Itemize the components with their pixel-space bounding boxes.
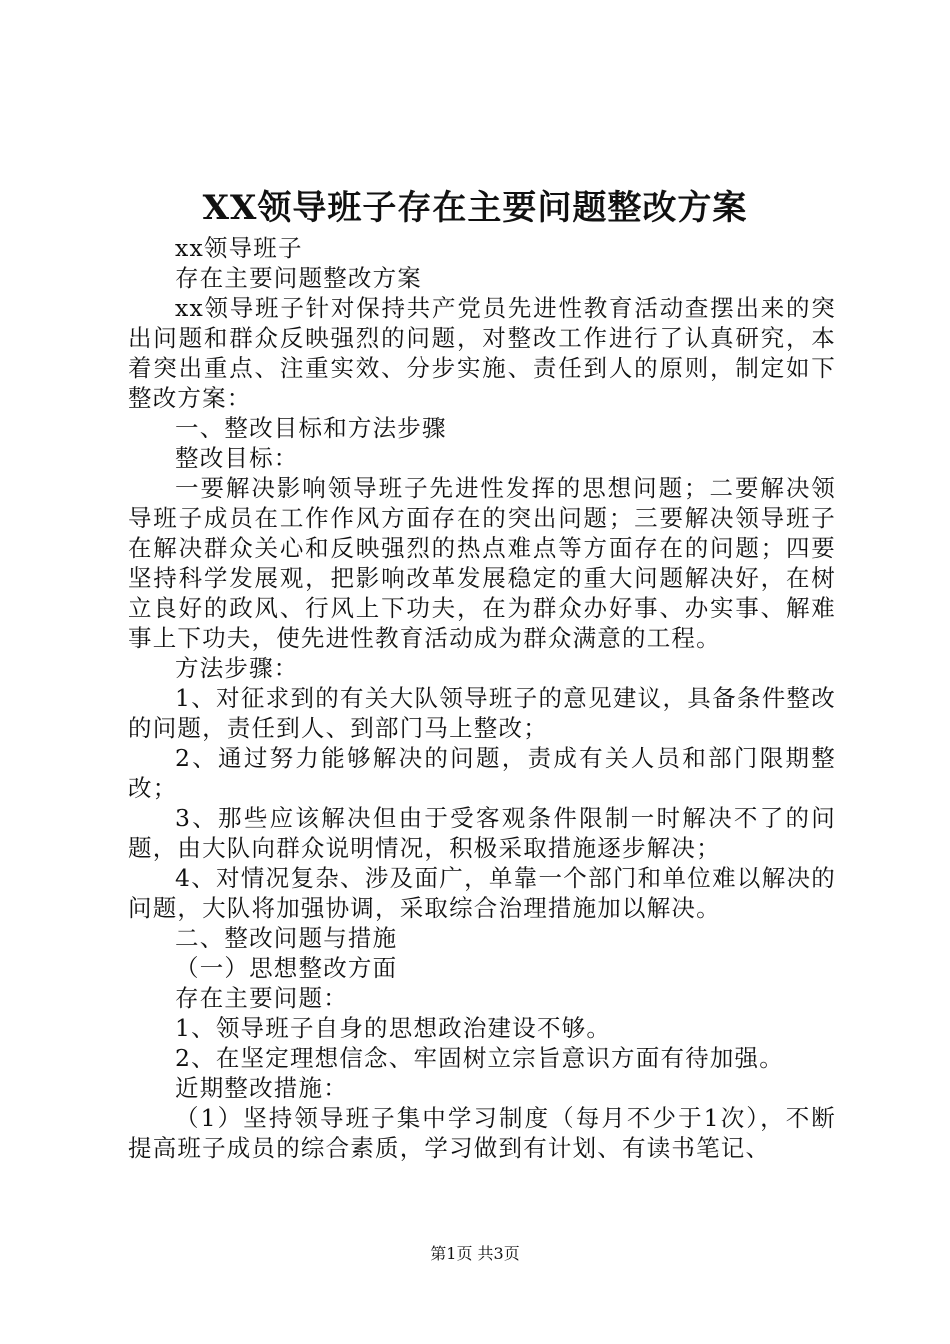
list-item: 2、通过努力能够解决的问题，责成有关人员和部门限期整改； [128, 744, 836, 802]
document-body [128, 233, 836, 1163]
paragraph: xx领导班子 [175, 234, 303, 262]
list-item: 2、在坚定理想信念、牢固树立宗旨意识方面有待加强。 [175, 1044, 784, 1072]
list-item: （1）坚持领导班子集中学习制度（每月不少于1次），不断提高班子成员的综合素质，学习做到有计划、有读书笔记、 [128, 1104, 836, 1162]
section-heading: 一、整改目标和方法步骤 [175, 414, 447, 442]
paragraph: xx领导班子针对保持共产党员先进性教育活动查摆出来的突出问题和群众反映强烈的问题，对整改工作进行了认真研究，本着突出重点、注重实效、分步实施、责任到人的原则，制定如下整改方案： [128, 294, 836, 412]
list-item: 4、对情况复杂、涉及面广，单靠一个部门和单位难以解决的问题，大队将加强协调，采取综合治理措施加以解决。 [128, 864, 836, 922]
page-footer: 第1页 共3页 [430, 1244, 520, 1263]
paragraph: 存在主要问题： [175, 984, 348, 1012]
paragraph: 整改目标： [175, 444, 299, 472]
list-item: 1、对征求到的有关大队领导班子的意见建议，具备条件整改的问题，责任到人、到部门马上整改； [128, 684, 836, 742]
subsection-heading: （一）思想整改方面 [175, 954, 398, 982]
paragraph: 方法步骤： [175, 654, 299, 682]
list-item: 1、领导班子自身的思想政治建设不够。 [175, 1014, 612, 1042]
section-heading: 二、整改问题与措施 [175, 924, 398, 952]
list-item: 3、那些应该解决但由于受客观条件限制一时解决不了的问题，由大队向群众说明情况，积极采取措施逐步解决； [128, 804, 836, 862]
paragraph: 近期整改措施： [175, 1074, 348, 1102]
document-title: XX领导班子存在主要问题整改方案 [202, 188, 748, 228]
paragraph: 一要解决影响领导班子先进性发挥的思想问题；二要解决领导班子成员在工作作风方面存在的突出问题；三要解决领导班子在解决群众关心和反映强烈的热点难点等方面存在的问题；四要坚持科学发展观，把影响改革发展稳定的重大问题解决好，在树立良好的政风、行风上下功夫，在为群众办好事、办实事、解难事上下功夫，使先进性教育活动成为群众满意的工程。 [128, 474, 836, 652]
paragraph: 存在主要问题整改方案 [175, 264, 422, 292]
